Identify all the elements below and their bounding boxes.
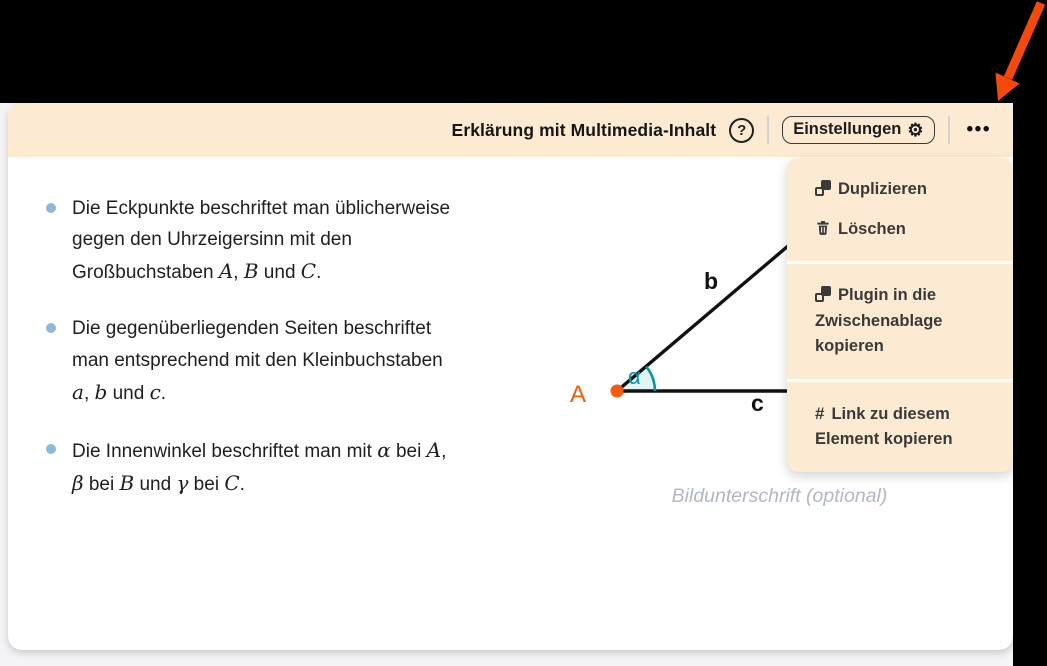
toolbar-divider [767, 116, 769, 144]
text-run: . [239, 474, 245, 496]
question-icon: ? [737, 121, 747, 139]
copy-icon [815, 286, 831, 302]
menu-item-label: Duplizieren [838, 180, 927, 198]
settings-button-label: Einstellungen [793, 120, 902, 138]
text-run: bei [188, 474, 225, 496]
side-b-label: b [704, 268, 719, 294]
menu-section [787, 261, 1013, 379]
math-run: γ [176, 471, 189, 496]
menu-item-label: Löschen [838, 219, 906, 238]
copy-icon [815, 180, 831, 196]
trash-icon [815, 220, 831, 236]
annotation-arrow-icon [955, 0, 1047, 112]
math-run: C [224, 471, 240, 496]
angle-alpha-label: α [628, 364, 641, 389]
text-run: bei [83, 474, 120, 496]
vertex-a-point [611, 385, 624, 398]
math-run: a [72, 379, 84, 404]
text-run: , [441, 440, 447, 462]
text-run: und [134, 474, 177, 496]
context-menu [787, 158, 1013, 472]
list-item [44, 434, 456, 500]
text-run: Die gegenüberliegenden Seiten beschriftet man entsprechend mit den Kleinbuchstaben [72, 318, 443, 371]
math-run: A [218, 259, 234, 284]
toolbar-divider [948, 116, 950, 144]
menu-item-label: Plugin in die Zwischenablage kopieren [815, 286, 943, 356]
text-run: , [233, 262, 244, 284]
vertex-a-label: A [570, 381, 587, 408]
text-run: , [83, 382, 95, 404]
list-item [44, 193, 456, 288]
bullet-list [44, 193, 456, 525]
side-c-label: c [751, 390, 764, 416]
menu-item-duplicate[interactable] [787, 170, 1013, 210]
text-run: und [258, 262, 301, 284]
math-run: α [377, 437, 391, 462]
menu-item-delete[interactable] [787, 210, 1013, 250]
settings-button[interactable] [782, 116, 934, 144]
gear-icon: ⚙ [907, 119, 924, 140]
caption-input[interactable]: Bildunterschrift (optional) [671, 485, 888, 507]
math-run: c [149, 379, 161, 404]
help-button[interactable] [729, 118, 754, 143]
text-run: Die Eckpunkte beschriftet man üblicherweise gegen den Uhrzeigersinn mit den Großbuchstaben [72, 198, 451, 284]
menu-section [787, 158, 1013, 261]
math-run: C [300, 259, 317, 284]
list-item [44, 313, 456, 408]
menu-section [787, 379, 1013, 472]
text-run: bei [390, 440, 427, 462]
menu-item-label: Link zu diesem Element kopieren [815, 404, 953, 449]
math-run: β [72, 471, 84, 496]
more-options-button[interactable]: ••• [963, 117, 995, 143]
menu-item-copy-to-clipboard[interactable] [787, 276, 1013, 367]
text-run: und [107, 382, 150, 404]
menu-item-copy-link[interactable] [787, 394, 1013, 460]
math-run: B [119, 471, 135, 496]
plugin-toolbar [8, 103, 1013, 157]
plugin-title: Erklärung mit Multimedia-Inhalt [451, 119, 717, 140]
hash-icon: # [815, 403, 825, 423]
math-run: B [243, 259, 259, 284]
text-run: . [160, 382, 167, 404]
math-run: b [94, 379, 108, 404]
text-run: . [316, 262, 322, 284]
math-run: A [426, 437, 442, 462]
text-run: Die Innenwinkel beschriftet man mit [72, 440, 378, 462]
